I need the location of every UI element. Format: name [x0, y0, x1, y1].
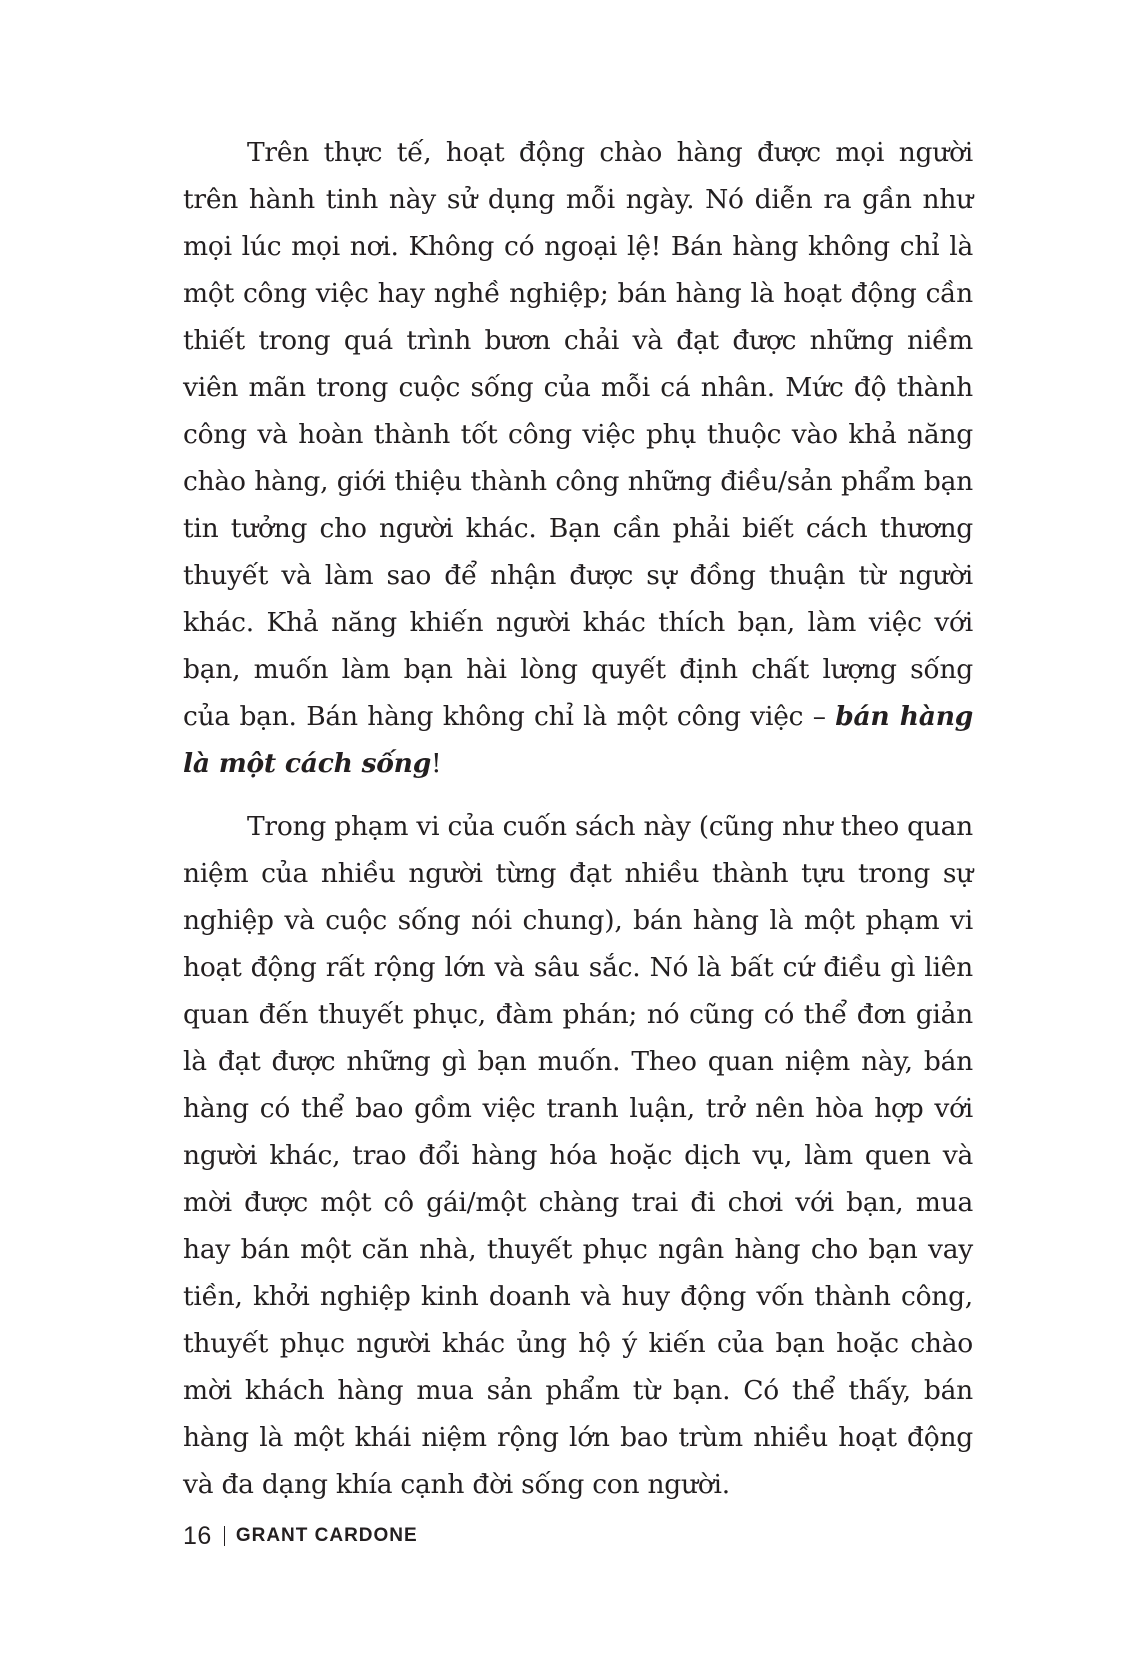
- paragraph-2: Trong phạm vi của cuốn sách này (cũng như theo quan niệm của nhiều người từng đạt nhiều thành tựu trong sự nghiệp và cuộc sống nói chung), bán hàng là một phạm vi hoạt động rất rộng lớn và sâu sắc. Nó là bất cứ điều gì liên quan đến thuyết phục, đàm phán; nó cũng có thể đơn giản là đạt được những gì bạn muốn. Theo quan niệm này, bán hàng có thể bao gồm việc tranh luận, trở nên hòa hợp với người khác, trao đổi hàng hóa hoặc dịch vụ, làm quen và mời được một cô gái/một chàng trai đi chơi với bạn, mua hay bán một căn nhà, thuyết phục ngân hàng cho bạn vay tiền, khởi nghiệp kinh doanh và huy động vốn thành công, thuyết phục người khác ủng hộ ý kiến của bạn hoặc chào mời khách hàng mua sản phẩm từ bạn. Có thể thấy, bán hàng là một khái niệm rộng lớn bao trùm nhiều hoạt động và đa dạng khía cạnh đời sống con người.: [183, 811, 973, 1500]
- paragraph-1-end: !: [430, 748, 442, 779]
- paragraph-1-text: Trên thực tế, hoạt động chào hàng được mọi người trên hành tinh này sử dụng mỗi ngày. Nó diễn ra gần như mọi lúc mọi nơi. Không có ngoại lệ! Bán hàng không chỉ là một công việc hay nghề nghiệp; bán hàng là hoạt động cần thiết trong quá trình bươn chải và đạt được những niềm viên mãn trong cuộc sống của mỗi cá nhân. Mức độ thành công và hoàn thành tốt công việc phụ thuộc vào khả năng chào hàng, giới thiệu thành công những điều/sản phẩm bạn tin tưởng cho người khác. Bạn cần phải biết cách thương thuyết và làm sao để nhận được sự đồng thuận từ người khác. Khả năng khiến người khác thích bạn, làm việc với bạn, muốn làm bạn hài lòng quyết định chất lượng sống của bạn. Bán hàng không chỉ là một công việc: [183, 137, 973, 732]
- page-number: 16: [183, 1521, 212, 1550]
- paragraph-1: [183, 129, 973, 787]
- paragraph-1-emphasis: bán hàng là một cách sống: [183, 701, 973, 779]
- paragraph-1-dash: –: [803, 701, 836, 732]
- footer-divider: [224, 1526, 225, 1546]
- body-text: [183, 129, 973, 1508]
- author-name: GRANT CARDONE: [235, 1525, 418, 1546]
- page-footer: [183, 1518, 418, 1554]
